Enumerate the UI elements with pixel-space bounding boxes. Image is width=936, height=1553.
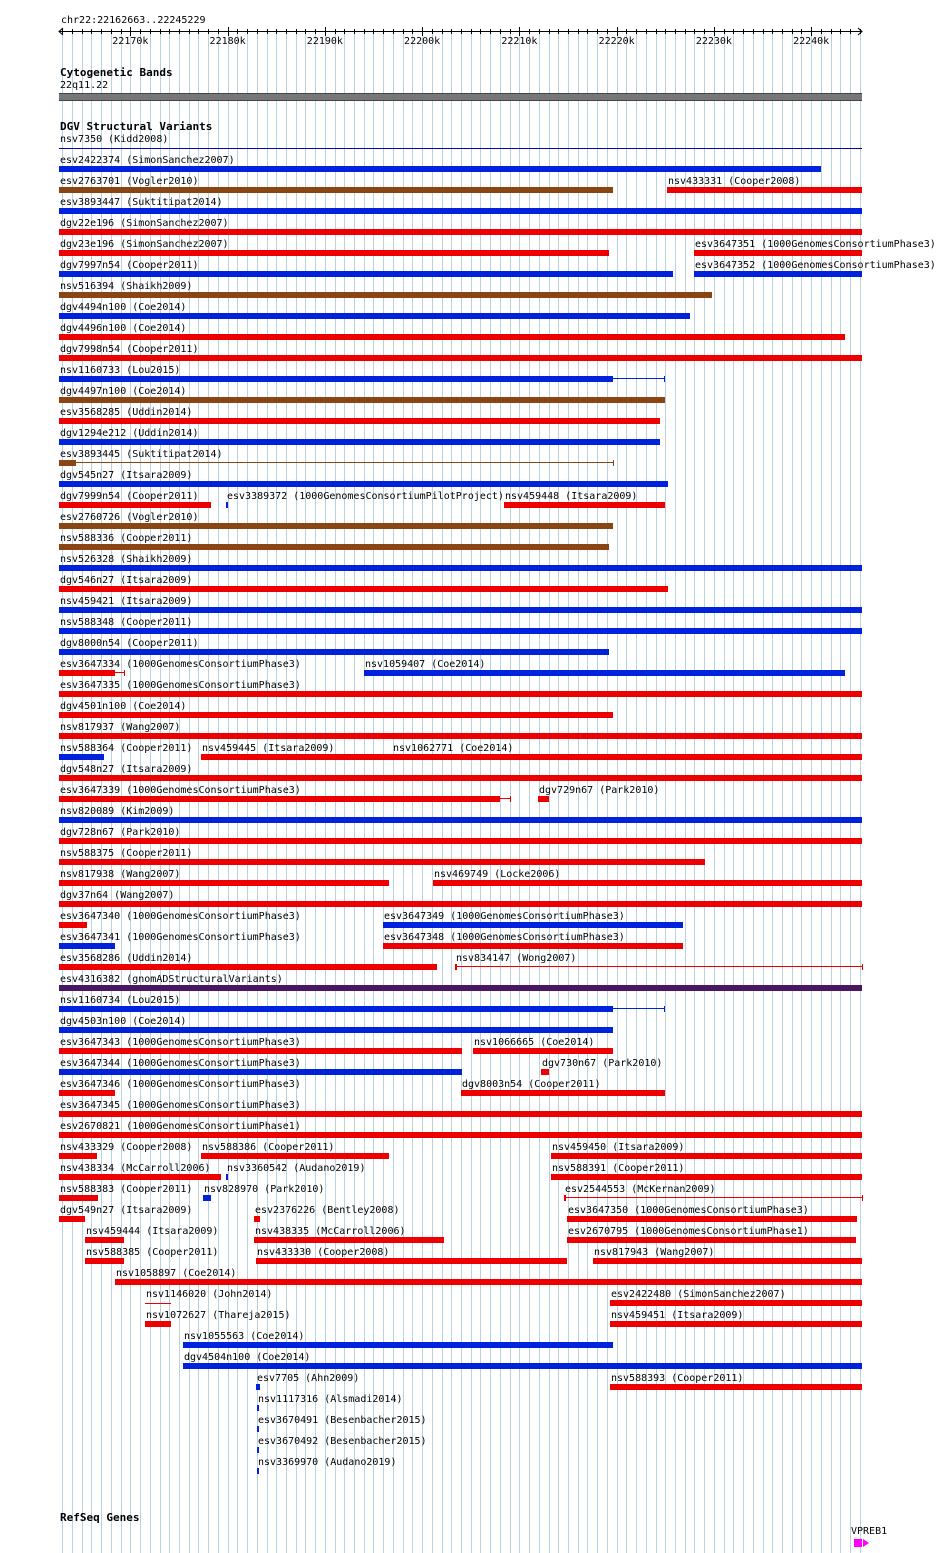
sv-feature-label[interactable]: nsv433330 (Cooper2008) — [257, 1247, 390, 1258]
sv-feature-label[interactable]: esv3647340 (1000GenomesConsortiumPhase3) — [60, 911, 301, 922]
sv-feature-label[interactable]: nsv588364 (Cooper2011) — [60, 743, 193, 754]
sv-feature-label[interactable]: esv3647348 (1000GenomesConsortiumPhase3) — [384, 932, 625, 943]
sv-feature-bar[interactable] — [59, 1048, 462, 1054]
sv-feature-label[interactable]: esv3647349 (1000GenomesConsortiumPhase3) — [384, 911, 625, 922]
sv-feature-label[interactable]: nsv459450 (Itsara2009) — [552, 1142, 685, 1153]
sv-feature-bar[interactable] — [183, 1342, 613, 1348]
sv-feature-label[interactable]: dgv4503n100 (Coe2014) — [60, 1016, 187, 1027]
sv-feature-label[interactable]: nsv459444 (Itsara2009) — [86, 1226, 219, 1237]
sv-feature-bar[interactable] — [59, 817, 862, 823]
sv-feature-extension — [500, 798, 510, 799]
sv-feature-bar[interactable] — [59, 313, 690, 319]
sv-feature-bar[interactable] — [59, 1006, 613, 1012]
sv-feature-label[interactable]: esv2422480 (SimonSanchez2007) — [611, 1289, 786, 1300]
sv-feature-label[interactable]: dgv4504n100 (Coe2014) — [184, 1352, 311, 1363]
sv-feature-bar[interactable] — [257, 1405, 259, 1411]
sv-feature-bar[interactable] — [59, 1069, 462, 1075]
sv-feature-extension — [613, 1008, 664, 1009]
sv-feature-label[interactable]: dgv549n27 (Itsara2009) — [60, 1205, 193, 1216]
sv-feature-label[interactable]: esv3647341 (1000GenomesConsortiumPhase3) — [60, 932, 301, 943]
sv-feature-label[interactable]: nsv7350 (Kidd2008) — [60, 134, 169, 145]
sv-feature-label[interactable]: nsv1062771 (Coe2014) — [393, 743, 514, 754]
sv-feature-label[interactable]: dgv7999n54 (Cooper2011) — [60, 491, 199, 502]
sv-feature-bar[interactable] — [59, 250, 609, 256]
sv-feature-bar[interactable] — [59, 1132, 862, 1138]
sv-feature-bar[interactable] — [504, 502, 665, 508]
sv-feature-label[interactable]: esv7705 (Ahn2009) — [257, 1373, 360, 1384]
sv-feature-label[interactable]: esv2670795 (1000GenomesConsortiumPhase1) — [568, 1226, 809, 1237]
sv-feature-label[interactable]: nsv433329 (Cooper2008) — [60, 1142, 193, 1153]
sv-feature-label[interactable]: esv3670492 (Besenbacher2015) — [258, 1436, 427, 1447]
sv-feature-bar[interactable] — [59, 523, 613, 529]
gene-label[interactable]: VPREB1 — [851, 1526, 888, 1537]
sv-feature-end-cap — [455, 964, 456, 970]
sv-feature-bar[interactable] — [59, 628, 862, 634]
sv-feature-label[interactable]: nsv820089 (Kim2009) — [60, 806, 175, 817]
sv-feature-label[interactable]: nsv3360542 (Audano2019) — [227, 1163, 366, 1174]
sv-feature-bar[interactable] — [203, 1195, 211, 1201]
sv-feature-label[interactable]: esv3647350 (1000GenomesConsortiumPhase3) — [568, 1205, 809, 1216]
sv-feature-label[interactable]: dgv4496n100 (Coe2014) — [60, 323, 187, 334]
sv-feature-bar[interactable] — [59, 376, 613, 382]
sv-feature-bar[interactable] — [257, 1447, 259, 1453]
sv-feature-label[interactable]: esv3389372 (1000GenomesConsortiumPilotProject) — [227, 491, 504, 502]
sv-feature-bar[interactable] — [59, 1153, 97, 1159]
cytoband-bar[interactable] — [59, 93, 862, 101]
sv-feature-label[interactable]: nsv588393 (Cooper2011) — [611, 1373, 744, 1384]
sv-feature-bar[interactable] — [59, 901, 862, 907]
sv-feature-bar[interactable] — [59, 502, 211, 508]
sv-feature-bar[interactable] — [226, 502, 228, 508]
region-label: chr22:22162663..22245229 — [61, 15, 206, 26]
sv-feature-label[interactable]: dgv728n67 (Park2010) — [60, 827, 181, 838]
sv-feature-label[interactable]: nsv438335 (McCarroll2006) — [255, 1226, 406, 1237]
sv-feature-bar[interactable] — [392, 754, 862, 760]
sv-feature-bar[interactable] — [59, 922, 87, 928]
sv-feature-label[interactable]: esv3647345 (1000GenomesConsortiumPhase3) — [60, 1100, 301, 1111]
sv-feature-label[interactable]: dgv37n64 (Wang2007) — [60, 890, 175, 901]
sv-feature-bar[interactable] — [85, 1237, 124, 1243]
sv-feature-label[interactable]: esv3647352 (1000GenomesConsortiumPhase3) — [695, 260, 936, 271]
sv-feature-bar[interactable] — [201, 1153, 389, 1159]
sv-feature-bar[interactable] — [538, 796, 549, 802]
sv-feature-label[interactable]: nsv588375 (Cooper2011) — [60, 848, 193, 859]
dgv-track-title[interactable]: DGV Structural Variants — [60, 120, 213, 133]
sv-feature-label[interactable]: nsv433331 (Cooper2008) — [668, 176, 801, 187]
sv-feature-label[interactable]: dgv4501n100 (Coe2014) — [60, 701, 187, 712]
sv-feature-bar[interactable] — [364, 670, 845, 676]
sv-feature-bar[interactable] — [59, 148, 862, 149]
sv-feature-bar[interactable] — [59, 691, 862, 697]
sv-feature-label[interactable]: nsv817943 (Wang2007) — [594, 1247, 715, 1258]
sv-feature-label[interactable]: nsv469749 (Locke2006) — [434, 869, 561, 880]
sv-feature-label[interactable]: dgv23e196 (SimonSanchez2007) — [60, 239, 229, 250]
sv-feature-bar[interactable] — [667, 187, 862, 193]
refseq-track-title[interactable]: RefSeq Genes — [60, 1511, 140, 1524]
sv-feature-bar[interactable] — [551, 1153, 862, 1159]
sv-feature-label[interactable]: nsv526328 (Shaikh2009) — [60, 554, 193, 565]
sv-feature-bar[interactable] — [694, 271, 862, 277]
sv-feature-bar[interactable] — [59, 1216, 85, 1222]
sv-feature-label[interactable]: esv3647346 (1000GenomesConsortiumPhase3) — [60, 1079, 301, 1090]
sv-feature-label[interactable]: esv3568286 (Uddin2014) — [60, 953, 193, 964]
sv-feature-end-cap — [510, 796, 511, 802]
sv-feature-label[interactable]: nsv3369970 (Audano2019) — [258, 1457, 397, 1468]
sv-feature-label[interactable]: dgv7997n54 (Cooper2011) — [60, 260, 199, 271]
sv-feature-bar[interactable] — [551, 1174, 862, 1180]
sv-feature-bar[interactable] — [473, 1048, 613, 1054]
sv-feature-label[interactable]: nsv588385 (Cooper2011) — [86, 1247, 219, 1258]
sv-feature-bar[interactable] — [59, 943, 115, 949]
sv-feature-label[interactable]: nsv459448 (Itsara2009) — [505, 491, 638, 502]
sv-feature-extension — [76, 462, 613, 463]
sv-feature-bar[interactable] — [59, 649, 609, 655]
sv-feature-label[interactable]: dgv548n27 (Itsara2009) — [60, 764, 193, 775]
sv-feature-bar[interactable] — [59, 565, 862, 571]
sv-feature-label[interactable]: nsv459451 (Itsara2009) — [611, 1310, 744, 1321]
sv-feature-label[interactable]: nsv516394 (Shaikh2009) — [60, 281, 193, 292]
ruler-tick-label: 22220k — [598, 36, 635, 47]
sv-feature-bar[interactable] — [59, 229, 862, 235]
sv-feature-bar[interactable] — [59, 586, 668, 592]
sv-feature-bar[interactable] — [541, 1069, 549, 1075]
sv-feature-label[interactable]: nsv1066665 (Coe2014) — [474, 1037, 595, 1048]
sv-feature-label[interactable]: esv3568285 (Uddin2014) — [60, 407, 193, 418]
sv-feature-end-cap — [862, 964, 863, 970]
sv-feature-label[interactable]: dgv8000n54 (Cooper2011) — [60, 638, 199, 649]
ruler-tick-label: 22180k — [209, 36, 246, 47]
sv-feature-bar[interactable] — [59, 985, 862, 991]
sv-feature-label[interactable]: esv3893447 (Suktitipat2014) — [60, 197, 223, 208]
sv-feature-bar[interactable] — [59, 397, 665, 403]
sv-feature-label[interactable]: nsv817937 (Wang2007) — [60, 722, 181, 733]
sv-feature-bar[interactable] — [383, 943, 683, 949]
sv-feature-bar[interactable] — [59, 607, 862, 613]
sv-feature-label[interactable]: esv2376226 (Bentley2008) — [255, 1205, 400, 1216]
ruler-tick-label: 22230k — [695, 36, 732, 47]
sv-feature-label[interactable]: dgv8003n54 (Cooper2011) — [462, 1079, 601, 1090]
sv-feature-label[interactable]: nsv588386 (Cooper2011) — [202, 1142, 335, 1153]
sv-feature-label[interactable]: nsv834147 (Wong2007) — [456, 953, 577, 964]
sv-feature-label[interactable]: dgv730n67 (Park2010) — [542, 1058, 663, 1069]
sv-feature-label[interactable]: nsv1160734 (Lou2015) — [60, 995, 181, 1006]
sv-feature-bar[interactable] — [59, 334, 845, 340]
sv-feature-bar[interactable] — [257, 1426, 259, 1432]
sv-feature-label[interactable]: nsv1146020 (John2014) — [146, 1289, 273, 1300]
sv-feature-label[interactable]: nsv588391 (Cooper2011) — [552, 1163, 685, 1174]
sv-feature-bar[interactable] — [59, 1174, 221, 1180]
sv-feature-label[interactable]: nsv817938 (Wang2007) — [60, 869, 181, 880]
sv-feature-label[interactable]: dgv546n27 (Itsara2009) — [60, 575, 193, 586]
sv-feature-label[interactable]: dgv4497n100 (Coe2014) — [60, 386, 187, 397]
sv-feature-bar[interactable] — [257, 1468, 259, 1474]
sv-feature-label[interactable]: esv3647339 (1000GenomesConsortiumPhase3) — [60, 785, 301, 796]
sv-feature-bar[interactable] — [59, 166, 821, 172]
sv-feature-label[interactable]: esv3647343 (1000GenomesConsortiumPhase3) — [60, 1037, 301, 1048]
sv-feature-bar[interactable] — [59, 1111, 862, 1117]
sv-feature-bar[interactable] — [201, 754, 392, 760]
sv-feature-bar[interactable] — [59, 733, 862, 739]
sv-feature-bar[interactable] — [145, 1321, 171, 1327]
sv-feature-label[interactable]: nsv1055563 (Coe2014) — [184, 1331, 305, 1342]
sv-feature-label[interactable]: nsv588348 (Cooper2011) — [60, 617, 193, 628]
sv-feature-label[interactable]: dgv4494n100 (Coe2014) — [60, 302, 187, 313]
sv-feature-bar[interactable] — [610, 1321, 862, 1327]
sv-feature-bar[interactable] — [59, 796, 500, 802]
sv-feature-label[interactable]: esv3893445 (Suktitipat2014) — [60, 449, 223, 460]
sv-feature-label[interactable]: esv3647344 (1000GenomesConsortiumPhase3) — [60, 1058, 301, 1069]
sv-feature-label[interactable]: dgv7998n54 (Cooper2011) — [60, 344, 199, 355]
sv-feature-label[interactable]: esv2422374 (SimonSanchez2007) — [60, 155, 235, 166]
sv-feature-bar[interactable] — [610, 1300, 862, 1306]
sv-feature-bar[interactable] — [59, 1195, 98, 1201]
sv-feature-bar[interactable] — [59, 460, 76, 466]
sv-feature-bar[interactable] — [59, 838, 862, 844]
sv-feature-bar[interactable] — [256, 1258, 567, 1264]
sv-feature-bar[interactable] — [59, 271, 673, 277]
sv-feature-label[interactable]: esv4316382 (gnomADStructuralVariants) — [60, 974, 283, 985]
sv-feature-end-cap — [564, 1195, 565, 1201]
sv-feature-bar[interactable] — [59, 670, 115, 676]
sv-feature-bar[interactable] — [59, 208, 862, 214]
sv-feature-end-cap — [862, 1195, 863, 1201]
sv-feature-label[interactable]: nsv588336 (Cooper2011) — [60, 533, 193, 544]
sv-feature-bar[interactable] — [461, 1090, 665, 1096]
ruler-tick-label: 22190k — [306, 36, 343, 47]
sv-feature-bar[interactable] — [59, 481, 668, 487]
sv-feature-bar[interactable] — [59, 292, 712, 298]
sv-feature-label[interactable]: dgv729n67 (Park2010) — [539, 785, 660, 796]
sv-feature-bar[interactable] — [256, 1384, 260, 1390]
sv-feature-label[interactable]: esv3670491 (Besenbacher2015) — [258, 1415, 427, 1426]
sv-feature-bar[interactable] — [254, 1216, 260, 1222]
strand-arrow-icon — [863, 1539, 869, 1547]
sv-feature-label[interactable]: esv3647351 (1000GenomesConsortiumPhase3) — [695, 239, 936, 250]
sv-feature-bar[interactable] — [59, 712, 613, 718]
sv-feature-label[interactable]: nsv1117316 (Alsmadi2014) — [258, 1394, 403, 1405]
ruler-tick-label: 22200k — [404, 36, 441, 47]
sv-feature-bar[interactable] — [593, 1258, 862, 1264]
sv-feature-label[interactable]: esv2763701 (Vogler2010) — [60, 176, 199, 187]
sv-feature-bar[interactable] — [383, 922, 683, 928]
sv-feature-bar[interactable] — [59, 439, 660, 445]
sv-feature-bar[interactable] — [59, 1090, 115, 1096]
sv-feature-bar[interactable] — [145, 1303, 171, 1304]
sv-feature-bar[interactable] — [59, 1027, 613, 1033]
sv-feature-label[interactable]: nsv1160733 (Lou2015) — [60, 365, 181, 376]
sv-feature-label[interactable]: nsv1058897 (Coe2014) — [116, 1268, 237, 1279]
sv-feature-bar[interactable] — [85, 1258, 124, 1264]
sv-feature-end-cap — [664, 376, 665, 382]
sv-feature-label[interactable]: nsv459445 (Itsara2009) — [202, 743, 335, 754]
sv-feature-bar[interactable] — [226, 1174, 228, 1180]
sv-feature-bar[interactable] — [59, 964, 437, 970]
ruler-tick-label: 22170k — [112, 36, 149, 47]
sv-feature-label[interactable]: dgv1294e212 (Uddin2014) — [60, 428, 199, 439]
sv-feature-label[interactable]: dgv22e196 (SimonSanchez2007) — [60, 218, 229, 229]
cytoband-label: 22q11.22 — [60, 80, 109, 91]
sv-feature-label[interactable]: nsv438334 (McCarroll2006) — [60, 1163, 211, 1174]
sv-feature-bar[interactable] — [433, 880, 862, 886]
sv-feature-bar[interactable] — [59, 355, 862, 361]
sv-feature-bar[interactable] — [59, 187, 613, 193]
sv-feature-bar[interactable] — [183, 1363, 862, 1369]
sv-feature-bar[interactable] — [567, 1237, 856, 1243]
cytobands-track-title[interactable]: Cytogenetic Bands — [60, 66, 173, 79]
sv-feature-bar[interactable] — [59, 775, 862, 781]
sv-feature-label[interactable]: esv3647335 (1000GenomesConsortiumPhase3) — [60, 680, 301, 691]
sv-feature-bar[interactable] — [59, 544, 609, 550]
sv-feature-extension — [613, 378, 664, 379]
sv-feature-end-cap — [613, 460, 614, 466]
sv-feature-bar[interactable] — [254, 1237, 444, 1243]
sv-feature-label[interactable]: nsv828970 (Park2010) — [204, 1184, 325, 1195]
sv-feature-bar[interactable] — [59, 418, 660, 424]
sv-feature-bar[interactable] — [610, 1384, 862, 1390]
sv-feature-bar[interactable] — [694, 250, 862, 256]
sv-feature-label[interactable]: esv2544553 (McKernan2009) — [565, 1184, 716, 1195]
sv-feature-bar[interactable] — [59, 880, 389, 886]
sv-feature-label[interactable]: esv2670821 (1000GenomesConsortiumPhase1) — [60, 1121, 301, 1132]
sv-feature-end-cap — [664, 1006, 665, 1012]
sv-feature-end-cap — [124, 670, 125, 676]
ruler-tick-label: 22240k — [793, 36, 830, 47]
sv-feature-label[interactable]: dgv545n27 (Itsara2009) — [60, 470, 193, 481]
sv-feature-label[interactable]: esv2760726 (Vogler2010) — [60, 512, 199, 523]
sv-feature-bar[interactable] — [115, 1279, 862, 1285]
sv-feature-label[interactable]: nsv459421 (Itsara2009) — [60, 596, 193, 607]
sv-feature-label[interactable]: nsv1059407 (Coe2014) — [365, 659, 486, 670]
sv-feature-extension — [115, 672, 124, 673]
sv-feature-label[interactable]: esv3647334 (1000GenomesConsortiumPhase3) — [60, 659, 301, 670]
gene-bar[interactable] — [854, 1539, 862, 1547]
sv-feature-bar[interactable] — [59, 859, 705, 865]
ruler-tick-label: 22210k — [501, 36, 538, 47]
sv-feature-label[interactable]: nsv588383 (Cooper2011) — [60, 1184, 193, 1195]
sv-feature-label[interactable]: nsv1072627 (Thareja2015) — [146, 1310, 291, 1321]
sv-feature-extension — [564, 1197, 862, 1198]
sv-feature-extension — [455, 966, 862, 967]
sv-feature-bar[interactable] — [567, 1216, 857, 1222]
sv-feature-bar[interactable] — [59, 754, 104, 760]
